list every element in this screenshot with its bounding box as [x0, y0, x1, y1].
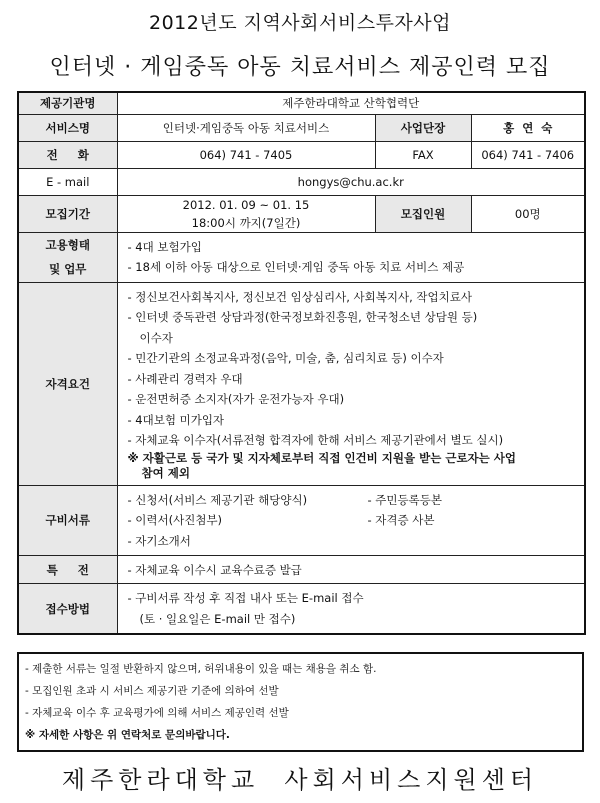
documents-list	[117, 485, 585, 556]
qualification-note-line-1: ※ 자활근로 등 국가 및 지자체로부터 직접 인건비 지원을 받는 근로자는 사업	[127, 450, 516, 465]
qualification-item: - 민간기관의 소정교육과정(음악, 미술, 춤, 심리치료 등) 이수자	[127, 351, 444, 365]
employment-item: - 4대 보험가입	[127, 239, 202, 254]
benefits-value: - 자체교육 이수시 교육수료증 발급	[117, 556, 585, 584]
qualification-item: - 사례관리 경력자 우대	[127, 371, 243, 386]
qualification-item: 이수자	[139, 330, 173, 345]
employment-list	[117, 232, 585, 282]
title-line-2: 인터넷 · 게임중독 아동 치료서비스 제공인력 모집	[49, 55, 551, 80]
application-line-1: - 구비서류 작성 후 직접 내사 또는 E-mail 접수	[127, 591, 364, 605]
note-item: - 모집인원 초과 시 서비스 제공기관 기준에 의하여 선발	[25, 685, 279, 697]
document-item: - 이력서(사진첨부)	[127, 513, 223, 527]
document-item: - 주민등록등본	[367, 492, 442, 507]
period-value	[117, 195, 375, 232]
document-item: - 자기소개서	[127, 533, 191, 548]
provider-label: 제공기관명	[18, 92, 117, 114]
benefits-label: 특 전	[18, 556, 117, 584]
application-list	[117, 584, 585, 635]
employment-label	[18, 232, 117, 282]
application-line-2: (토 · 일요일은 E-mail 만 접수)	[139, 611, 296, 626]
note-item: - 제출한 서류는 일절 반환하지 않으며, 허위내용이 있을 때는 채용을 취소 함.	[25, 663, 377, 675]
inquiry-note: ※ 자세한 사항은 위 연락처로 문의바랍니다.	[25, 729, 230, 741]
service-value: 인터넷·게임중독 아동 치료서비스	[117, 114, 375, 141]
qualification-item: - 자체교육 이수자(서류전형 합격자에 한해 서비스 제공기관에서 별도 실시)	[127, 433, 504, 447]
head-value: 홍 연 숙	[471, 114, 585, 141]
email-label: E - mail	[18, 168, 117, 195]
application-label: 접수방법	[18, 584, 117, 635]
document-item: - 신청서(서비스 제공기관 해당양식)	[127, 492, 308, 507]
qualification-item: - 4대보험 미가입자	[127, 412, 225, 427]
employment-label-2: 및 업무	[49, 262, 87, 276]
service-label: 서비스명	[18, 114, 117, 141]
qualifications-list	[117, 282, 585, 485]
fax-value: 064) 741 - 7406	[471, 141, 585, 168]
period-line-2: 18:00시 까지(7일간)	[191, 215, 301, 230]
qualification-item: - 인터넷 중독관련 상담과정(한국정보화진흥원, 한국청소년 상담원 등)	[127, 310, 478, 324]
fax-label: FAX	[375, 141, 471, 168]
period-line-1: 2012. 01. 09 ~ 01. 15	[182, 197, 310, 212]
count-value: 00명	[471, 195, 585, 232]
title-line-1: 2012년도 지역사회서비스투자사업	[149, 12, 451, 34]
recruitment-form-table	[17, 91, 586, 635]
count-label: 모집인원	[375, 195, 471, 232]
document-item: - 자격증 사본	[367, 513, 435, 527]
notes-box	[17, 652, 584, 752]
note-item: - 자체교육 이수 후 교육평가에 의해 서비스 제공인력 선발	[25, 707, 289, 719]
qualification-item: - 운전면허증 소지자(자가 운전가능자 우대)	[127, 392, 345, 406]
employment-item: - 18세 이하 아동 대상으로 인터넷·게임 중독 아동 치료 서비스 제공	[127, 260, 465, 274]
employment-label-1: 고용형태	[45, 238, 90, 252]
organization-name: 제주한라대학교 사회서비스지원센터	[61, 766, 539, 794]
period-label: 모집기간	[18, 195, 117, 232]
head-label: 사업단장	[375, 114, 471, 141]
phone-value: 064) 741 - 7405	[117, 141, 375, 168]
provider-value: 제주한라대학교 산학협력단	[117, 92, 585, 114]
qualifications-label: 자격요건	[18, 282, 117, 485]
qualification-note-line-2: 참여 제외	[141, 465, 190, 480]
documents-label: 구비서류	[18, 485, 117, 556]
phone-label: 전 화	[18, 141, 117, 168]
email-value: hongys@chu.ac.kr	[117, 168, 585, 195]
qualification-item: - 정신보건사회복지사, 정신보건 임상심리사, 사회복지사, 작업치료사	[127, 289, 472, 304]
